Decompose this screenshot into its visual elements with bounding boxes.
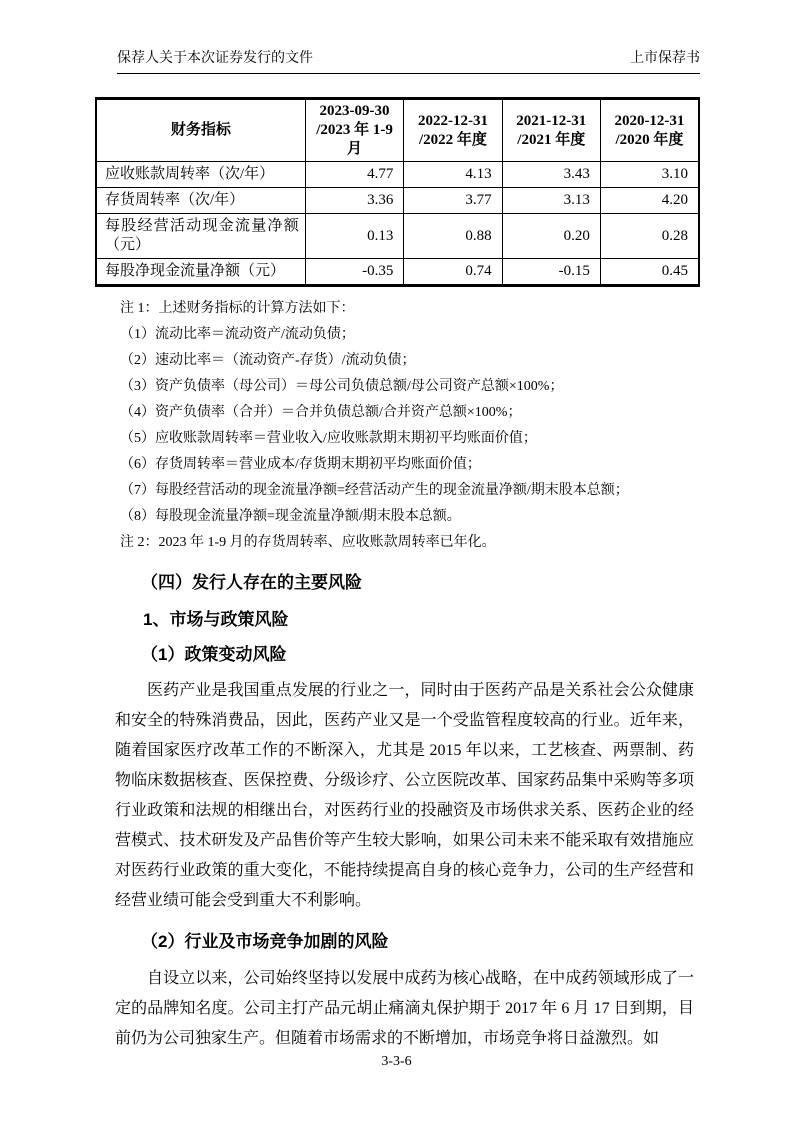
cell-value: 3.36	[305, 188, 404, 214]
table-row	[96, 259, 699, 286]
table-notes	[95, 296, 700, 556]
cell-value: 0.13	[305, 214, 404, 259]
cell-value: 3.43	[502, 162, 600, 188]
running-header	[117, 50, 700, 74]
section-heading-main-risks: （四）发行人存在的主要风险	[141, 573, 362, 592]
note-item: （1）流动比率＝流动资产/流动负债；	[120, 327, 355, 342]
section-heading-policy-change-risk: （1）政策变动风险	[141, 645, 287, 664]
row-label: 每股经营活动现金流量净额（元）	[96, 214, 305, 259]
note-item: （8）每股现金流量净额=现金流量净额/期末股本总额。	[120, 509, 461, 524]
section-heading-competition-risk: （2）行业及市场竞争加剧的风险	[141, 932, 389, 951]
page-number: 3-3-6	[381, 1054, 412, 1069]
table-row	[96, 214, 699, 259]
note-item: （5）应收账款周转率＝营业收入/应收账款期末期初平均账面价值；	[120, 431, 537, 446]
financial-indicators-table	[95, 97, 700, 287]
note-item: （4）资产负债率（合并）＝合并负债总额/合并资产总额×100%；	[120, 405, 522, 420]
row-label: 存货周转率（次/年）	[96, 188, 305, 214]
row-label: 应收账款周转率（次/年）	[96, 162, 305, 188]
cell-value: 0.74	[404, 259, 502, 286]
cell-value: 3.77	[404, 188, 502, 214]
cell-value: 0.88	[404, 214, 502, 259]
header-left-title: 保荐人关于本次证券发行的文件	[117, 51, 313, 66]
cell-value: 4.77	[305, 162, 404, 188]
cell-value: 0.28	[600, 214, 699, 259]
column-header-2023: 2023-09-30 /2023 年 1-9 月	[305, 99, 404, 162]
row-label: 每股净现金流量净额（元）	[96, 259, 305, 286]
cell-value: -0.15	[502, 259, 600, 286]
note2: 注 2：2023 年 1-9 月的存货周转率、应收账款周转率已年化。	[120, 535, 496, 550]
table-row	[96, 162, 699, 188]
cell-value: 3.13	[502, 188, 600, 214]
paragraph-competition-risk: 自设立以来，公司始终坚持以发展中成药为核心战略，在中成药领域形成了一定的品牌知名度。公司主打产品元胡止痛滴丸保护期于 2017 年 6 月 17 日到期，目前仍为公司独家生产。但随着市场需求的不断增加，市场竞争将日益激烈。如	[115, 970, 694, 1047]
note-item: （2）速动比率＝（流动资产-存货）/流动负债；	[120, 353, 416, 368]
section-heading-market-policy-risk: 1、市场与政策风险	[143, 610, 289, 629]
column-header-2020: 2020-12-31 /2020 年度	[600, 99, 699, 162]
table-header-row	[96, 99, 699, 162]
table-row	[96, 188, 699, 214]
note-item: （6）存货周转率＝营业成本/存货期末期初平均账面价值；	[120, 457, 481, 472]
cell-value: 0.45	[600, 259, 699, 286]
header-right-title: 上市保荐书	[630, 51, 700, 66]
column-header-2022: 2022-12-31 /2022 年度	[404, 99, 502, 162]
paragraph-policy-risk: 医药产业是我国重点发展的行业之一，同时由于医药产品是关系社会公众健康和安全的特殊消费品，因此，医药产业又是一个受监管程度较高的行业。近年来，随着国家医疗改革工作的不断深入，尤其是 2015 年以来，工艺核查、两票制、药物临床数据核查、医保控费、分级诊疗、公立医院改革、国家药品集中采购等多项行业政策和法规的相继出台，对医药行业的投融资及市场供求关系、医药企业的经营模式、技术研发及产品售价等产生较大影响，如果公司未来不能采取有效措施应对医药行业政策的重大变化，不能持续提高自身的核心竞争力，公司的生产经营和经营业绩可能会受到重大不利影响。	[115, 682, 694, 909]
cell-value: 3.10	[600, 162, 699, 188]
cell-value: -0.35	[305, 259, 404, 286]
cell-value: 4.20	[600, 188, 699, 214]
note-item: （3）资产负债率（母公司）＝母公司负债总额/母公司资产总额×100%；	[120, 379, 564, 394]
note1-intro: 注 1：上述财务指标的计算方法如下：	[120, 301, 355, 316]
cell-value: 0.20	[502, 214, 600, 259]
column-header-2021: 2021-12-31 /2021 年度	[502, 99, 600, 162]
column-header-indicator: 财务指标	[96, 99, 305, 162]
note-item: （7）每股经营活动的现金流量净额=经营活动产生的现金流量净额/期末股本总额；	[120, 483, 629, 498]
cell-value: 4.13	[404, 162, 502, 188]
